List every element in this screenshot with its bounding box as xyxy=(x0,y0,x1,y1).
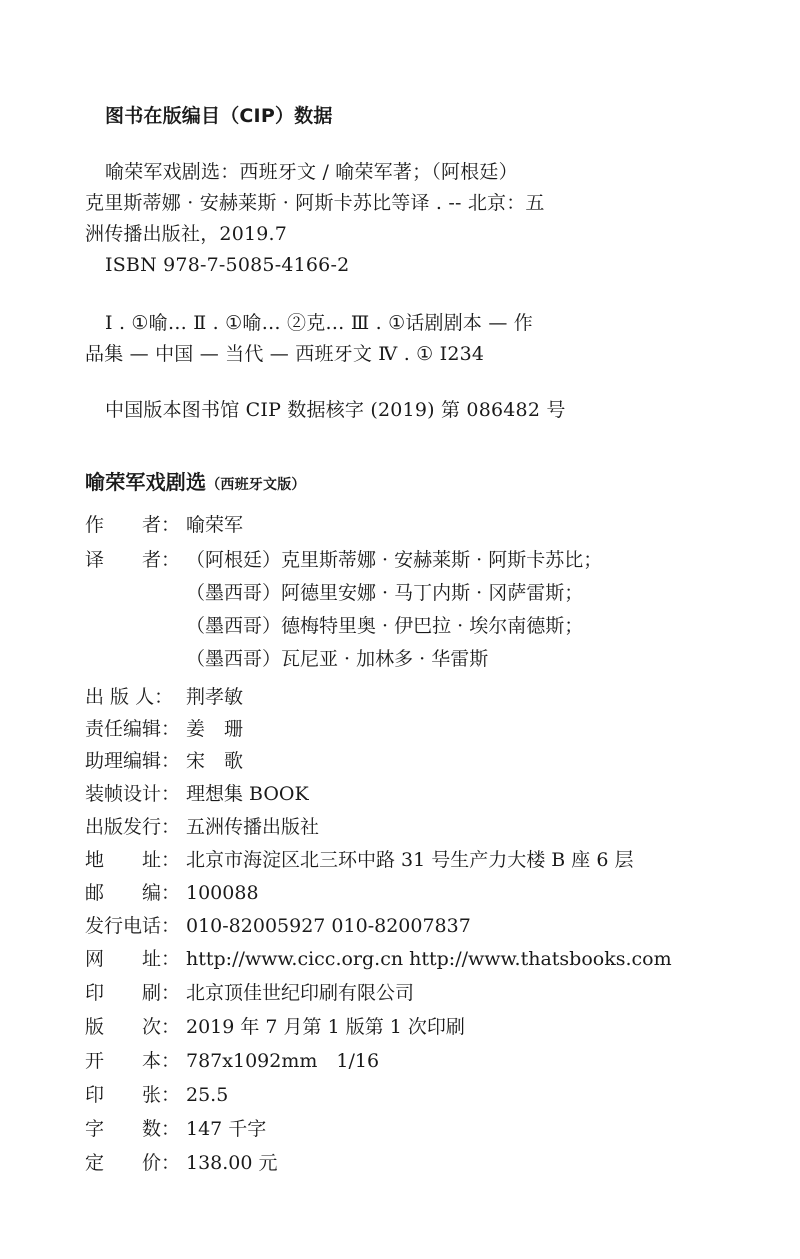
phone-label: 发行电话： xyxy=(85,915,181,937)
website-label: 网 址： xyxy=(85,948,181,970)
translator-4: （墨西哥）瓦尼亚 · 加林多 · 华雷斯 xyxy=(186,648,489,670)
distributor-label: 出版发行： xyxy=(85,816,181,838)
price-label: 定 价： xyxy=(85,1152,181,1174)
printer-value: 北京顶佳世纪印刷有限公司 xyxy=(186,982,415,1004)
phone-value: 010-82005927 010-82007837 xyxy=(186,915,471,937)
book-title-main: 喻荣军戏剧选 xyxy=(85,470,207,494)
publisher-value: 荆孝敏 xyxy=(186,686,244,708)
price-value: 138.00 元 xyxy=(186,1152,278,1174)
translator-1: （阿根廷）克里斯蒂娜 · 安赫莱斯 · 阿斯卡苏比； xyxy=(186,549,603,571)
format-label: 开 本： xyxy=(85,1050,181,1072)
printer-label: 印 刷： xyxy=(85,982,181,1004)
cip-isbn: ISBN 978-7-5085-4166-2 xyxy=(105,254,350,276)
author-value: 喻荣军 xyxy=(186,514,244,536)
cip-heading: 图书在版编目（CIP）数据 xyxy=(105,105,333,127)
book-title-subtitle: （西班牙文版） xyxy=(206,477,306,493)
editor-value: 姜 珊 xyxy=(186,718,244,740)
address-label: 地 址： xyxy=(85,849,181,871)
cip-line-1: 喻荣军戏剧选：西班牙文 / 喻荣军著；（阿根廷） xyxy=(105,161,518,183)
book-title xyxy=(85,470,306,497)
edition-value: 2019 年 7 月第 1 版第 1 次印刷 xyxy=(186,1016,465,1038)
address-value: 北京市海淀区北三环中路 31 号生产力大楼 B 座 6 层 xyxy=(186,849,634,871)
assistant-editor-label: 助理编辑： xyxy=(85,750,181,772)
cip-classification-1: Ⅰ . ①喻… Ⅱ . ①喻… ②克… Ⅲ . ①话剧剧本 — 作 xyxy=(105,312,533,334)
design-label: 装帧设计： xyxy=(85,783,181,805)
sheets-label: 印 张： xyxy=(85,1084,181,1106)
format-value: 787x1092mm 1/16 xyxy=(186,1050,380,1072)
assistant-editor-value: 宋 歌 xyxy=(186,750,244,772)
cip-line-3: 洲传播出版社，2019.7 xyxy=(85,223,288,245)
postcode-value: 100088 xyxy=(186,882,259,904)
word-count-value: 147 千字 xyxy=(186,1118,267,1140)
distributor-value: 五洲传播出版社 xyxy=(186,816,320,838)
word-count-label: 字 数： xyxy=(85,1118,181,1140)
design-value: 理想集 BOOK xyxy=(186,783,309,805)
translator-2: （墨西哥）阿德里安娜 · 马丁内斯 · 冈萨雷斯； xyxy=(186,582,584,604)
cip-record-number: 中国版本图书馆 CIP 数据核字 (2019) 第 086482 号 xyxy=(105,399,566,421)
cip-classification-2: 品集 — 中国 — 当代 — 西班牙文 Ⅳ . ① I234 xyxy=(85,343,485,365)
postcode-label: 邮 编： xyxy=(85,882,181,904)
cip-line-2: 克里斯蒂娜 · 安赫莱斯 · 阿斯卡苏比等译 . -- 北京：五 xyxy=(85,192,545,214)
translator-label: 译 者： xyxy=(85,549,181,571)
sheets-value: 25.5 xyxy=(186,1084,229,1106)
website-value: http://www.cicc.org.cn http://www.thatsbooks.com xyxy=(186,948,672,970)
editor-label: 责任编辑： xyxy=(85,718,181,740)
translator-3: （墨西哥）德梅特里奥 · 伊巴拉 · 埃尔南德斯； xyxy=(186,615,584,637)
edition-label: 版 次： xyxy=(85,1016,181,1038)
publisher-label: 出 版 人： xyxy=(85,686,174,708)
author-label: 作 者： xyxy=(85,514,181,536)
